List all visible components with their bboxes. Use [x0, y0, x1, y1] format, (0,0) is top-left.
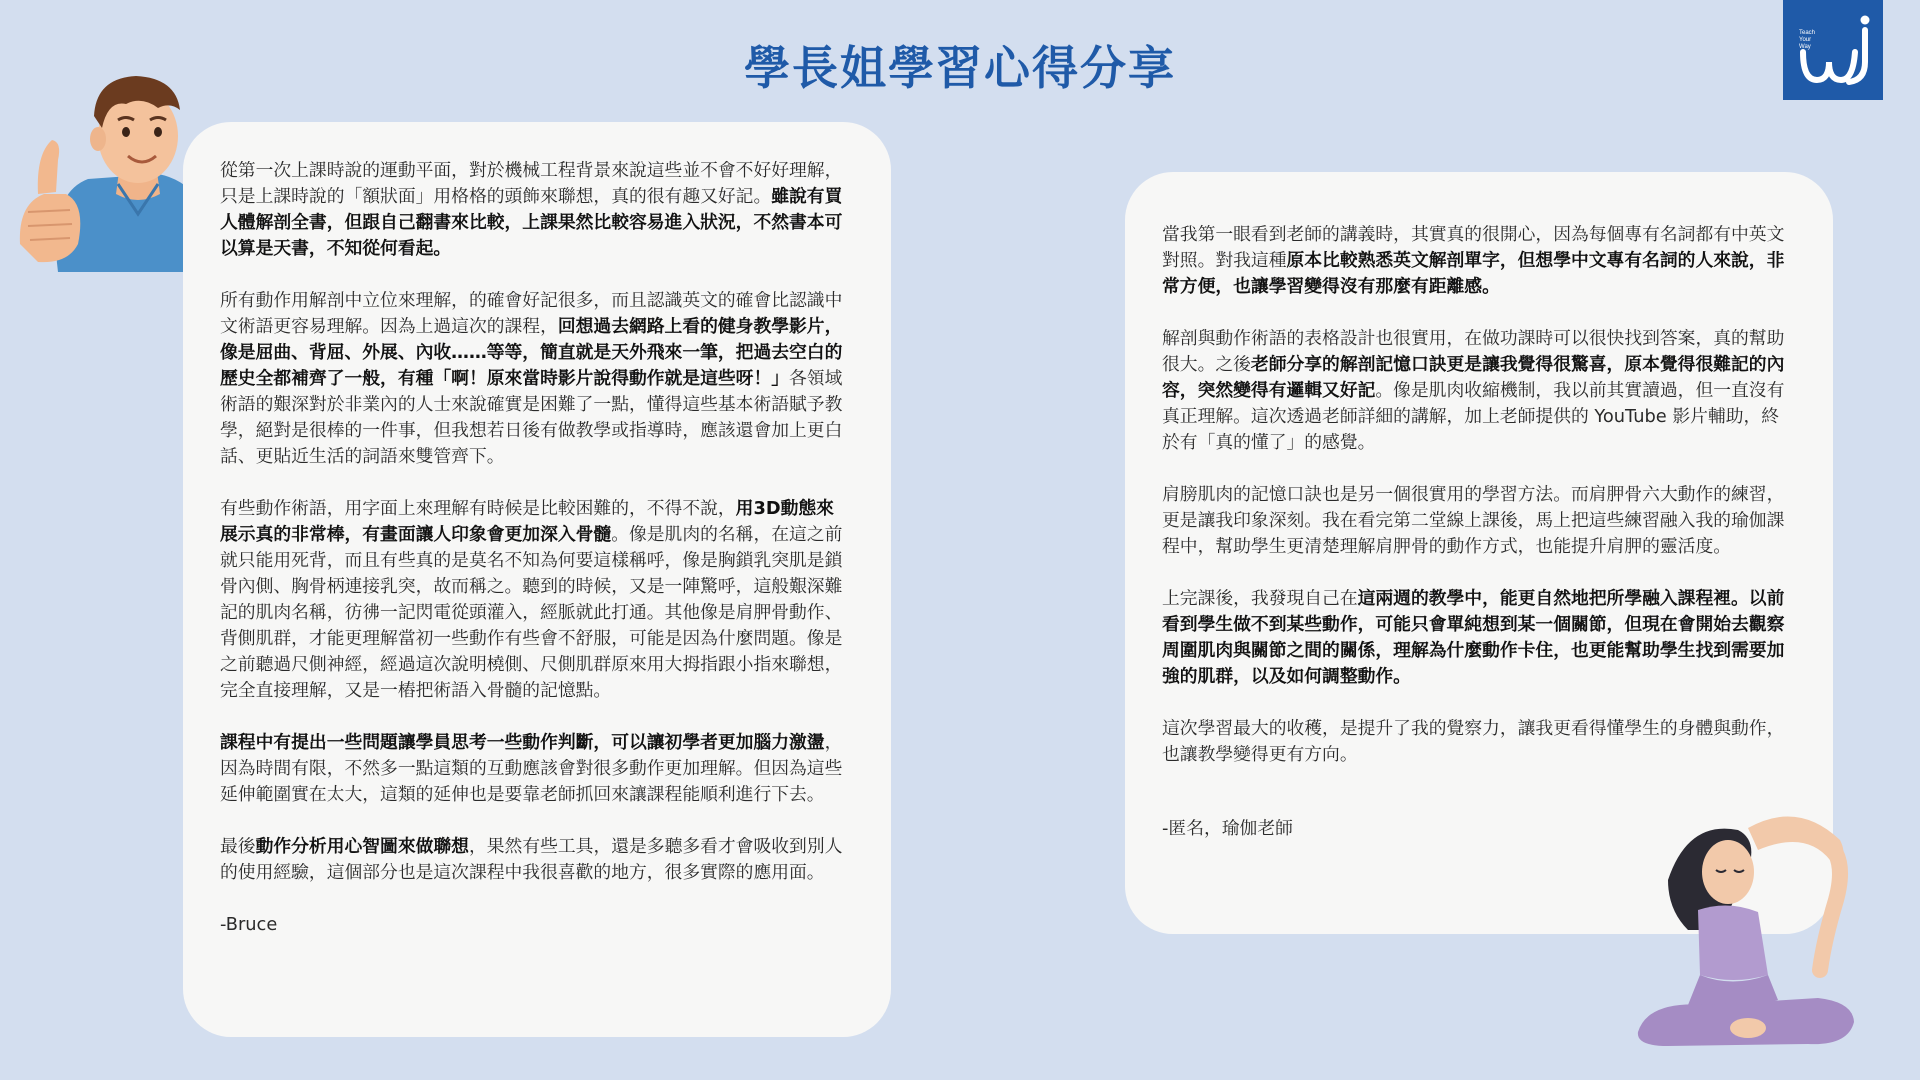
paragraph-text: 上完課後，我發現自己在	[1162, 588, 1358, 609]
paragraph-text: 肩膀肌肉的記憶口訣也是另一個很實用的學習方法。而肩胛骨六大動作的練習，更是讓我印象深刻。我在看完第二堂線上課後，馬上把這些練習融入我的瑜伽課程中，幫助學生更清楚理解肩胛骨的動作方式，也能提升肩胛的靈活度。	[1162, 484, 1785, 557]
testimonial-paragraph	[220, 288, 849, 470]
emphasized-text: 雖說有買人體解剖全書，但跟自己翻書來比較，上課果然比較容易進入狀況，不然書本可以算是天書，不知從何看起。	[220, 186, 843, 259]
testimonial-signature: -Bruce	[220, 914, 278, 935]
testimonial-signature: -匿名，瑜伽老師	[1162, 818, 1293, 839]
paragraph-text: 。像是肌肉收縮機制，我以前其實讀過，但一直沒有真正理解。這次透過老師詳細的講解，加上老師提供的 YouTube 影片輔助，終於有「真的懂了」的感覺。	[1162, 380, 1785, 453]
testimonial-paragraph	[220, 496, 849, 704]
emphasized-text: 動作分析用心智圖來做聯想	[255, 836, 469, 857]
emphasized-text: 原本比較熟悉英文解剖單字，但想學中文專有名詞的人來說，非常方便，也讓學習變得沒有那麼有距離感。	[1162, 250, 1785, 297]
testimonial-body	[220, 158, 849, 886]
testimonial-body	[1162, 222, 1791, 768]
testimonial-paragraph	[1162, 326, 1791, 456]
paragraph-text: 解剖與動作術語的表格設計也很實用，在做功課時可以很快找到答案，真的幫助很大。之後	[1162, 328, 1785, 375]
emphasized-text: 這兩週的教學中，能更自然地把所學融入課程裡。以前看到學生做不到某些動作，可能只會單純想到某一個關節，但現在會開始去觀察周圍肌肉與關節之間的關係，理解為什麼動作卡住，也更能幫助學生找到需要加強的肌群，以及如何調整動作。	[1162, 588, 1785, 687]
paragraph-text: ，因為時間有限，不然多一點這類的互動應該會對很多動作更加理解。但因為這些延伸範圍實在太大，這類的延伸也是要靠老師抓回來讓課程能順利進行下去。	[220, 732, 843, 805]
logo-text	[1799, 30, 1815, 51]
paragraph-text: 最後	[220, 836, 256, 857]
logo-text-line: Your	[1799, 37, 1812, 43]
testimonial-paragraph	[1162, 222, 1791, 300]
logo-mark-icon	[1783, 0, 1883, 100]
testimonial-paragraph	[1162, 482, 1791, 560]
paragraph-text: 從第一次上課時說的運動平面，對於機械工程背景來說這些並不會不好好理解，只是上課時說的「額狀面」用格格的頭飾來聯想，真的很有趣又好記。	[220, 160, 843, 207]
logo-text-line: Teach	[1799, 30, 1816, 36]
brand-logo	[1783, 0, 1883, 100]
paragraph-text: 有些動作術語，用字面上來理解有時候是比較困難的，不得不說，	[220, 498, 736, 519]
emphasized-text: 課程中有提出一些問題讓學員思考一些動作判斷，可以讓初學者更加腦力激盪	[220, 732, 825, 753]
yoga-woman-illustration	[1628, 800, 1868, 1052]
emphasized-text: 用3D動態來展示真的非常棒，有畫面讓人印象會更加深入骨髓	[220, 498, 834, 545]
paragraph-text: 所有動作用解剖中立位來理解，的確會好記很多，而且認識英文的確會比認識中文術語更容易理解。因為上過這次的課程，	[220, 290, 843, 337]
paragraph-text: 這次學習最大的收穫，是提升了我的覺察力，讓我更看得懂學生的身體與動作，也讓教學變得更有方向。	[1162, 718, 1785, 765]
testimonial-card-bruce	[183, 122, 891, 1037]
paragraph-text: 當我第一眼看到老師的講義時，其實真的很開心，因為每個專有名詞都有中英文對照。對我這種	[1162, 224, 1785, 271]
paragraph-text: ，果然有些工具，還是多聽多看才會吸收到別人的使用經驗，這個部分也是這次課程中我很喜歡的地方，很多實際的應用面。	[220, 836, 843, 883]
paragraph-text: 。像是肌肉的名稱，在這之前就只能用死背，而且有些真的是莫名不知為何要這樣稱呼，像是胸鎖乳突肌是鎖骨內側、胸骨柄連接乳突，故而稱之。聽到的時候，又是一陣驚呼，這般艱深難記的肌肉名稱，彷彿一記閃電從頭灌入，經脈就此打通。其他像是肩胛骨動作、背側肌群，才能更理解當初一些動作有些會不舒服，可能是因為什麼問題。像是之前聽過尺側神經，經過這次說明橈側、尺側肌群原來用大拇指跟小指來聯想，完全直接理解，又是一樁把術語入骨髓的記憶點。	[220, 524, 843, 701]
paragraph-text: 各領域術語的艱深對於非業內的人士來說確實是困難了一點，懂得這些基本術語賦予教學，絕對是很棒的一件事，但我想若日後有做教學或指導時，應該還會加上更白話、更貼近生活的詞語來雙管齊下。	[220, 368, 843, 467]
emphasized-text: 老師分享的解剖記憶口訣更是讓我覺得很驚喜，原本覺得很難記的內容，突然變得有邏輯又好記	[1162, 354, 1785, 401]
emphasized-text: 回想過去網路上看的健身教學影片，像是屈曲、背屈、外展、內收……等等，簡直就是天外飛來一筆，把過去空白的歷史全都補齊了一般，有種「啊！原來當時影片說得動作就是這些呀！」	[220, 316, 843, 389]
testimonial-paragraph	[220, 158, 849, 262]
testimonial-paragraph	[1162, 716, 1791, 768]
testimonial-paragraph	[220, 834, 849, 886]
logo-text-line: Way	[1799, 44, 1811, 50]
testimonial-paragraph	[1162, 586, 1791, 690]
page-title: 學長姐學習心得分享	[744, 41, 1176, 95]
testimonial-paragraph	[220, 730, 849, 808]
